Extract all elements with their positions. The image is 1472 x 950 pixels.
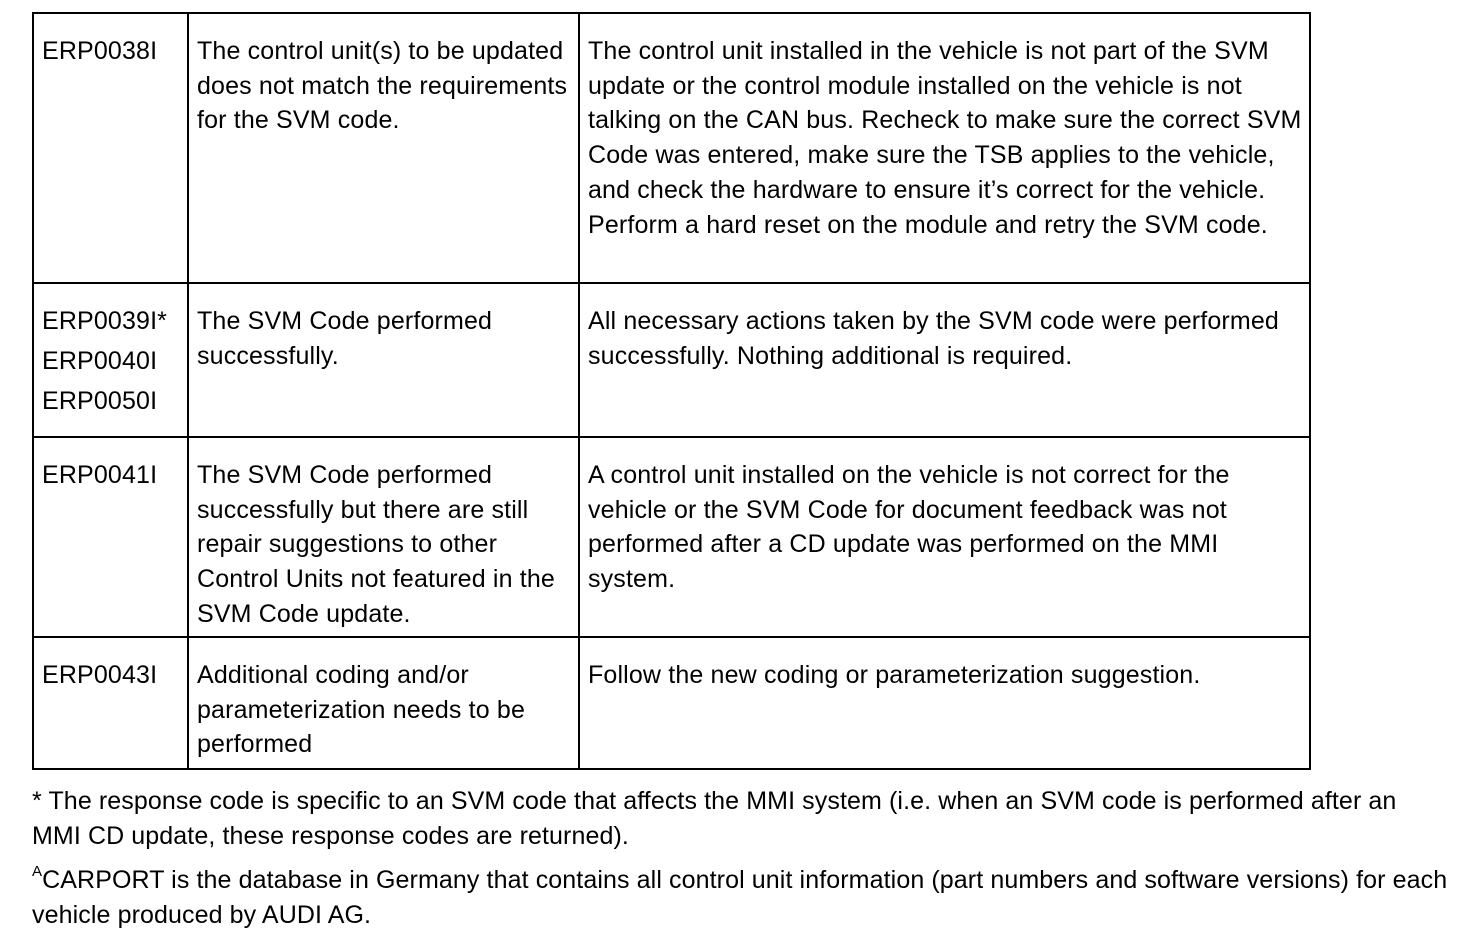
footnote-a [32, 863, 1452, 932]
action-cell: Follow the new coding or parameterization suggestion. [579, 637, 1310, 769]
response-code: ERP0039I* [42, 307, 168, 335]
description-cell: Additional coding and/or parameterization needs to be performed [188, 637, 579, 769]
description-cell: The SVM Code performed successfully. [188, 283, 579, 437]
document-page [32, 12, 1452, 943]
action-cell: All necessary actions taken by the SVM code were performed successfully. Nothing additional is required. [579, 283, 1310, 437]
footnote-text: CARPORT is the database in Germany that contains all control unit information (part numbers and software versions) for each vehicle produced by AUDI AG. [32, 866, 1448, 930]
footnote-text: The response code is specific to an SVM code that affects the MMI system (i.e. when an SVM code is performed after an MMI CD update, these response codes are returned). [32, 787, 1397, 850]
code-cell [33, 437, 188, 637]
action-cell: A control unit installed on the vehicle is not correct for the vehicle or the SVM Code for document feedback was not performed after a CD update was performed on the MMI system. [579, 437, 1310, 637]
response-code: ERP0043I [42, 661, 158, 689]
response-code: ERP0041I [42, 461, 158, 489]
response-code: ERP0050I [42, 387, 158, 415]
action-cell: The control unit installed in the vehicle is not part of the SVM update or the control module installed on the vehicle is not talking on the CAN bus. Recheck to make sure the correct SVM Code was entered, make sure the TSB applies to the vehicle, and check the hardware to ensure it’s correct for the vehicle. Perform a hard reset on the module and retry the SVM code. [579, 13, 1310, 283]
footnote-asterisk [32, 784, 1452, 853]
response-code-table [32, 12, 1311, 770]
table-row [33, 637, 1310, 769]
table-row [33, 13, 1310, 283]
code-cell [33, 13, 188, 283]
description-cell: The SVM Code performed successfully but there are still repair suggestions to other Control Units not featured in the SVM Code update. [188, 437, 579, 637]
response-code: ERP0040I [42, 347, 158, 375]
footnotes [32, 784, 1452, 933]
footnote-marker: A [32, 863, 43, 881]
description-cell: The control unit(s) to be updated does not match the requirements for the SVM code. [188, 13, 579, 283]
table-row [33, 283, 1310, 437]
footnote-marker: * [32, 787, 42, 815]
table-row [33, 437, 1310, 637]
response-code: ERP0038I [42, 37, 158, 65]
code-cell [33, 637, 188, 769]
code-cell [33, 283, 188, 437]
